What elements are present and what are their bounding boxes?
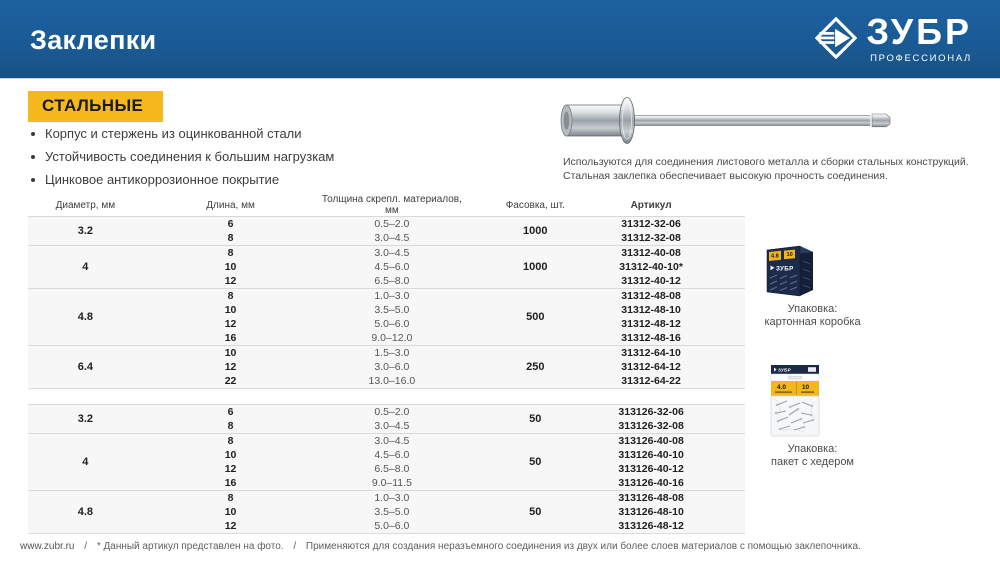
cell-packing: 50 bbox=[465, 405, 605, 434]
cell-length: 8 bbox=[143, 434, 319, 449]
feature-list bbox=[30, 126, 334, 195]
cell-thickness: 3.5–5.0 bbox=[374, 505, 410, 518]
packaging-caption-bag bbox=[730, 443, 895, 469]
brand-tagline: ПРОФЕССИОНАЛ bbox=[870, 53, 972, 64]
table-row bbox=[28, 405, 745, 420]
cell-thickness: 3.0–6.0 bbox=[374, 360, 410, 373]
cell-diameter: 4 bbox=[28, 434, 143, 491]
feature-text: Цинковое антикоррозионное покрытие bbox=[45, 172, 280, 187]
cell-thickness: 3.0–4.5 bbox=[374, 419, 410, 432]
packaging-caption-title: Упаковка: bbox=[787, 303, 838, 315]
cell-article: 31312-40-08 bbox=[605, 246, 745, 261]
packaging-caption-type: картонная коробка bbox=[764, 316, 861, 328]
cell-diameter: 6.4 bbox=[28, 346, 143, 389]
box-length-label: 10 bbox=[786, 252, 793, 258]
cell-article: 313126-40-16 bbox=[618, 476, 684, 489]
cell-article: 313126-48-12 bbox=[618, 519, 684, 532]
cell-article: 31312-40-12 bbox=[621, 274, 681, 287]
cell-packing: 250 bbox=[465, 346, 605, 389]
cell-article: 313126-40-10 bbox=[618, 448, 684, 461]
spec-tables bbox=[28, 194, 745, 534]
topbar bbox=[0, 0, 1000, 79]
cell-length: 10 bbox=[224, 448, 237, 461]
footer-footnote: * Данный артикул представлен на фото. bbox=[96, 541, 284, 552]
column-header: Артикул bbox=[605, 194, 745, 217]
packaging-caption-title: Упаковка: bbox=[787, 443, 838, 455]
cell-length: 12 bbox=[224, 360, 237, 373]
feature-item bbox=[30, 126, 334, 141]
bag-size-label: 4.0 bbox=[777, 384, 786, 391]
brand-name: ЗУБР bbox=[866, 11, 972, 52]
header-bag-image bbox=[768, 365, 822, 439]
cell-length: 6 bbox=[143, 405, 319, 420]
feature-item bbox=[30, 172, 334, 187]
table-row bbox=[28, 434, 745, 449]
column-header: Длина, мм bbox=[143, 194, 319, 217]
packaging-caption-box bbox=[730, 303, 895, 329]
cell-article: 313126-40-12 bbox=[618, 462, 684, 475]
cell-thickness: 9.0–12.0 bbox=[371, 331, 413, 344]
cell-length: 8 bbox=[143, 491, 319, 506]
brand-diamond-arrow-icon bbox=[815, 17, 857, 59]
cell-thickness: 0.5–2.0 bbox=[318, 217, 465, 232]
cell-thickness: 5.0–6.0 bbox=[374, 317, 410, 330]
cell-article: 31312-40-10* bbox=[619, 260, 683, 273]
cell-article: 31312-64-10 bbox=[605, 346, 745, 361]
cell-length: 12 bbox=[224, 519, 237, 532]
cell-article: 313126-48-10 bbox=[618, 505, 684, 518]
cell-length: 22 bbox=[224, 374, 237, 387]
description-line: Стальная заклепка обеспечивает высокую прочность соединения. bbox=[563, 170, 888, 182]
cell-packing: 50 bbox=[465, 434, 605, 491]
cell-thickness: 5.0–6.0 bbox=[374, 519, 410, 532]
cell-article: 31312-48-10 bbox=[621, 303, 681, 316]
page-title: Заклепки bbox=[30, 25, 157, 55]
cell-length: 16 bbox=[224, 331, 237, 344]
spec-table-section-2 bbox=[28, 404, 745, 534]
cell-thickness: 0.5–2.0 bbox=[318, 405, 465, 420]
cell-length: 16 bbox=[224, 476, 237, 489]
cell-length: 12 bbox=[224, 317, 237, 330]
cell-diameter: 3.2 bbox=[28, 217, 143, 246]
cell-length: 12 bbox=[224, 462, 237, 475]
cell-article: 31312-64-22 bbox=[621, 374, 681, 387]
column-header: Фасовка, шт. bbox=[465, 194, 605, 217]
cell-thickness: 3.5–5.0 bbox=[374, 303, 410, 316]
feature-item bbox=[30, 149, 334, 164]
column-header: Толщина скрепл. материалов, мм bbox=[318, 194, 465, 217]
bag-length-label: 10 bbox=[802, 384, 810, 391]
cell-length: 12 bbox=[224, 274, 237, 287]
cell-article: 313126-32-06 bbox=[605, 405, 745, 420]
cell-thickness: 4.5–6.0 bbox=[374, 260, 410, 273]
footer-separator: / bbox=[293, 541, 297, 552]
footer-separator: / bbox=[84, 541, 88, 552]
product-description bbox=[563, 155, 993, 183]
cell-length: 8 bbox=[227, 419, 234, 432]
cell-article: 313126-48-08 bbox=[605, 491, 745, 506]
table-row bbox=[28, 289, 745, 304]
cell-article: 313126-32-08 bbox=[618, 419, 684, 432]
cell-length: 10 bbox=[224, 505, 237, 518]
cell-diameter: 4 bbox=[28, 246, 143, 289]
cell-thickness: 3.0–4.5 bbox=[374, 231, 410, 244]
cell-thickness: 6.5–8.0 bbox=[374, 462, 410, 475]
cell-packing: 500 bbox=[465, 289, 605, 346]
cell-article: 31312-32-06 bbox=[605, 217, 745, 232]
cell-article: 313126-40-08 bbox=[605, 434, 745, 449]
brand-logo bbox=[815, 11, 972, 64]
box-size-label: 4.8 bbox=[771, 253, 779, 260]
cell-length: 10 bbox=[224, 260, 237, 273]
bag-brand-label: ЗУБР bbox=[778, 367, 792, 373]
cell-length: 8 bbox=[143, 289, 319, 304]
table-row bbox=[28, 246, 745, 261]
cell-diameter: 3.2 bbox=[28, 405, 143, 434]
footer-usage-note: Применяются для создания неразъемного соединения из двух или более слоев материалов с помощью заклепочника. bbox=[305, 541, 861, 552]
box-brand-label: ЗУБР bbox=[776, 265, 794, 273]
cell-length: 8 bbox=[227, 231, 234, 244]
cell-thickness: 6.5–8.0 bbox=[374, 274, 410, 287]
cell-thickness: 1.0–3.0 bbox=[318, 289, 465, 304]
rivet-product-image bbox=[556, 90, 906, 152]
column-header: Диаметр, мм bbox=[28, 194, 143, 217]
cell-packing: 50 bbox=[465, 491, 605, 534]
cell-packing: 1000 bbox=[465, 246, 605, 289]
feature-text: Устойчивость соединения к большим нагрузкам bbox=[45, 149, 335, 164]
cell-diameter: 4.8 bbox=[28, 289, 143, 346]
footer bbox=[20, 541, 868, 552]
cell-article: 31312-48-12 bbox=[621, 317, 681, 330]
packaging-caption-type: пакет с хедером bbox=[771, 456, 854, 468]
cell-article: 31312-48-16 bbox=[621, 331, 681, 344]
footer-site-link[interactable]: www.zubr.ru bbox=[20, 541, 75, 552]
cell-length: 8 bbox=[143, 246, 319, 261]
cell-thickness: 9.0–11.5 bbox=[371, 476, 412, 489]
cell-article: 31312-64-12 bbox=[621, 360, 681, 373]
cell-article: 31312-48-08 bbox=[605, 289, 745, 304]
cell-thickness: 3.0–4.5 bbox=[318, 246, 465, 261]
brand-text bbox=[866, 11, 972, 64]
cell-length: 6 bbox=[143, 217, 319, 232]
cell-thickness: 4.5–6.0 bbox=[374, 448, 410, 461]
table-row bbox=[28, 217, 745, 232]
feature-text: Корпус и стержень из оцинкованной стали bbox=[45, 126, 302, 141]
description-line: Используются для соединения листового металла и сборки стальных конструкций. bbox=[563, 156, 969, 168]
cell-diameter: 4.8 bbox=[28, 491, 143, 534]
category-badge: СТАЛЬНЫЕ bbox=[28, 91, 163, 122]
cell-length: 10 bbox=[143, 346, 319, 361]
table-row bbox=[28, 491, 745, 506]
cell-thickness: 3.0–4.5 bbox=[318, 434, 465, 449]
cell-article: 31312-32-08 bbox=[621, 231, 681, 244]
cell-length: 10 bbox=[224, 303, 237, 316]
carton-box-image bbox=[764, 241, 816, 301]
table-row bbox=[28, 346, 745, 361]
cell-packing: 1000 bbox=[465, 217, 605, 246]
cell-thickness: 13.0–16.0 bbox=[368, 374, 416, 387]
spec-table-section-1 bbox=[28, 194, 745, 389]
cell-thickness: 1.5–3.0 bbox=[318, 346, 465, 361]
cell-thickness: 1.0–3.0 bbox=[318, 491, 465, 506]
